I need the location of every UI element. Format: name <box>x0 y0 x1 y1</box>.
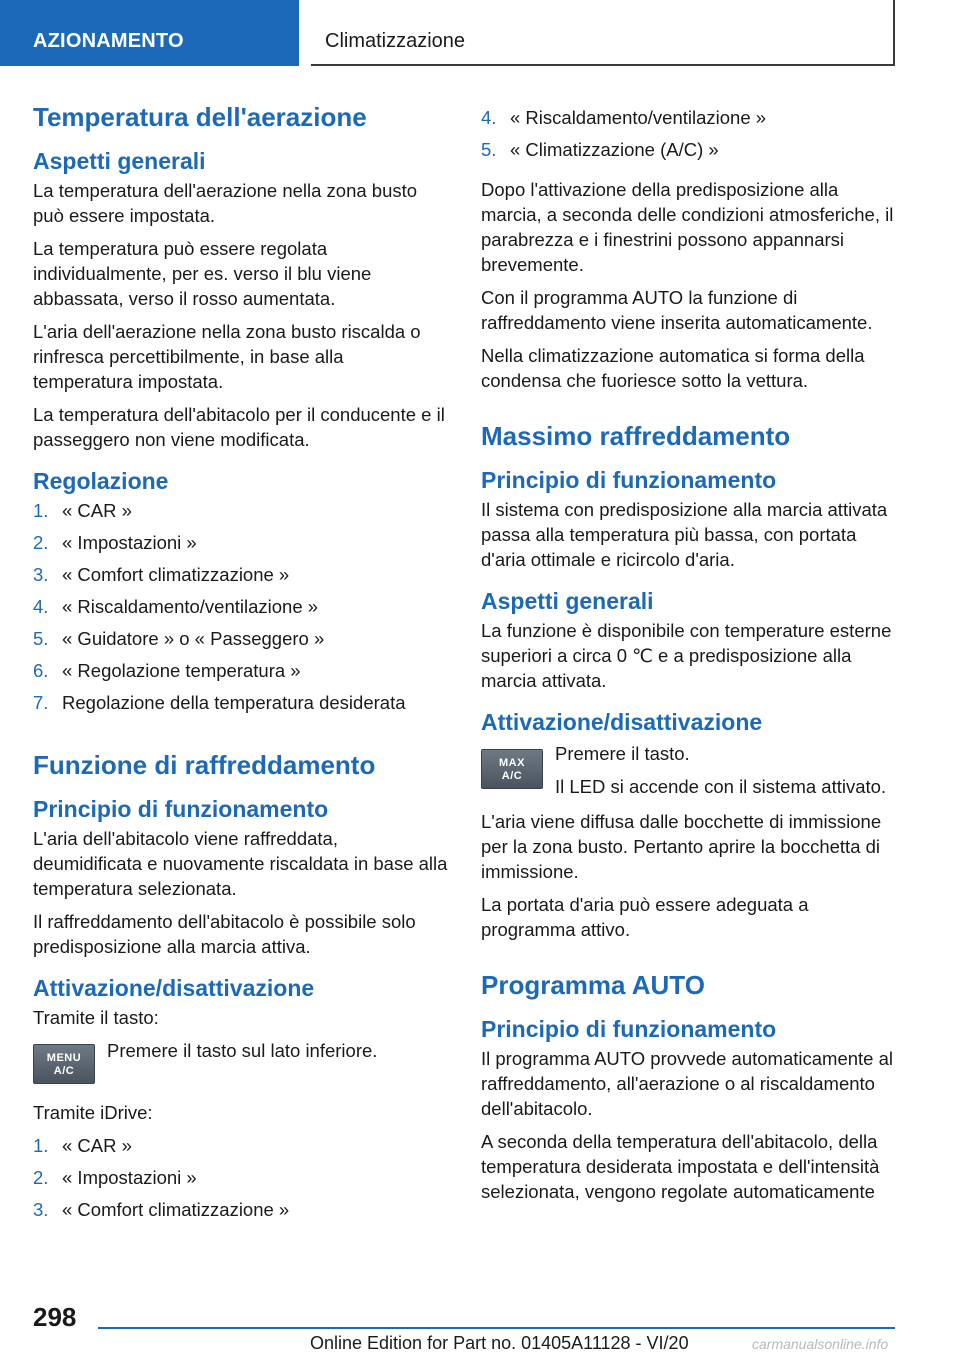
heading-massimo-raffreddamento: Massimo raffreddamento <box>481 421 791 451</box>
subheading-attivazione: Attivazione/disattivazione <box>33 975 315 1001</box>
paragraph: Tramite iDrive: <box>33 1102 153 1123</box>
step-text: « Comfort climatizzazione » <box>62 1199 290 1220</box>
step-number: 3. <box>33 564 49 585</box>
list-item <box>33 658 448 690</box>
button-instruction <box>33 1038 448 1090</box>
button-instruction-text: Premere il tasto sul lato inferiore. <box>107 1040 378 1061</box>
steps-list-idrive <box>33 1133 448 1229</box>
step-text: « Impostazioni » <box>62 532 197 553</box>
subheading-attivazione: Attivazione/disattivazione <box>481 709 763 735</box>
list-item <box>33 1197 448 1229</box>
subheading-regolazione: Regolazione <box>33 468 169 494</box>
step-text: « Riscaldamento/ventilazione » <box>510 107 767 128</box>
right-column <box>481 103 897 1212</box>
list-item <box>33 690 448 722</box>
heading-funzione-raffreddamento: Funzione di raffreddamento <box>33 750 376 780</box>
subheading-principio: Principio di funzionamento <box>33 796 329 822</box>
paragraph: Il programma AUTO provvede automaticamente al raffreddamento, all'aerazione o al riscaldamento dell'abitacolo. <box>481 1048 893 1119</box>
step-number: 2. <box>33 1167 49 1188</box>
list-item <box>33 1165 448 1197</box>
footer-divider <box>98 1327 895 1329</box>
subheading-aspetti-generali: Aspetti generali <box>481 588 654 614</box>
steps-list-continued <box>481 105 897 169</box>
step-text: « Riscaldamento/ventilazione » <box>62 596 319 617</box>
page-header <box>0 0 960 66</box>
list-item <box>481 137 897 169</box>
step-text: Regolazione della temperatura desiderata <box>62 692 406 713</box>
paragraph: L'aria dell'abitacolo viene raffreddata, deumidificata e nuovamente riscaldata in base alla temperatura selezionata. <box>33 828 448 899</box>
paragraph: La temperatura dell'abitacolo per il conducente e il passeggero non viene modificata. <box>33 404 445 450</box>
max-ac-button-icon <box>481 749 543 789</box>
chapter-title: Climatizzazione <box>325 30 466 52</box>
paragraph: Con il programma AUTO la funzione di raffreddamento viene inserita automaticamente. <box>481 287 873 333</box>
button-label-line1: MENU <box>46 1052 82 1064</box>
paragraph: La funzione è disponibile con temperature esterne superiori a circa 0 ℃ e a predisposizione alla marcia attivata. <box>481 620 892 691</box>
button-label-line2: A/C <box>53 1065 75 1077</box>
step-text: « CAR » <box>62 1135 132 1156</box>
list-item <box>33 498 448 530</box>
step-text: « Regolazione temperatura » <box>62 660 301 681</box>
footer-edition: Online Edition for Part no. 01405A11128 - VI/20 <box>310 1333 689 1353</box>
list-item <box>33 1133 448 1165</box>
button-label-line1: MAX <box>499 757 525 769</box>
paragraph: La temperatura dell'aerazione nella zona busto può essere impostata. <box>33 180 418 226</box>
page-number: 298 <box>33 1302 77 1332</box>
paragraph: La portata d'aria può essere adeguata a programma attivo. <box>481 894 809 940</box>
paragraph: Premere il tasto. <box>555 743 690 764</box>
paragraph: Il sistema con predisposizione alla marcia attivata passa alla temperatura più bassa, con portata d'aria ottimale e ricircolo d'aria. <box>481 499 888 570</box>
step-number: 1. <box>33 500 49 521</box>
chapter-tab <box>311 0 895 66</box>
paragraph: L'aria dell'aerazione nella zona busto riscalda o rinfresca percettibilmente, in base alla temperatura impostata. <box>33 321 421 392</box>
steps-list-regolazione <box>33 498 448 722</box>
paragraph: Dopo l'attivazione della predisposizione alla marcia, a seconda delle condizioni atmosferiche, il parabrezza e i finestrini possono appannarsi brevemente. <box>481 179 894 275</box>
heading-temperatura-aerazione: Temperatura dell'aerazione <box>33 102 367 132</box>
paragraph: A seconda della temperatura dell'abitacolo, della temperatura desiderata impostata e dell'intensità selezionata, vengono regolate automaticamente <box>481 1131 880 1202</box>
subheading-principio: Principio di funzionamento <box>481 1016 777 1042</box>
menu-ac-button-icon <box>33 1044 95 1084</box>
step-number: 2. <box>33 532 49 553</box>
button-instruction-text <box>555 741 897 799</box>
paragraph: Il raffreddamento dell'abitacolo è possibile solo predisposizione alla marcia attiva. <box>33 911 416 957</box>
step-text: « Comfort climatizzazione » <box>62 564 290 585</box>
paragraph: L'aria viene diffusa dalle bocchette di immissione per la zona busto. Pertanto aprire la bocchetta di immissione. <box>481 811 882 882</box>
paragraph: La temperatura può essere regolata individualmente, per es. verso il blu viene abbassata, verso il rosso aumentata. <box>33 238 372 309</box>
step-number: 3. <box>33 1199 49 1220</box>
paragraph: Il LED si accende con il sistema attivato. <box>555 776 887 797</box>
step-number: 4. <box>33 596 49 617</box>
subheading-principio: Principio di funzionamento <box>481 467 777 493</box>
step-number: 5. <box>481 139 497 160</box>
list-item <box>33 530 448 562</box>
heading-programma-auto: Programma AUTO <box>481 970 705 1000</box>
list-item <box>33 594 448 626</box>
section-title: AZIONAMENTO <box>33 30 184 52</box>
step-text: « Guidatore » o « Passeggero » <box>62 628 325 649</box>
step-number: 5. <box>33 628 49 649</box>
step-text: « Impostazioni » <box>62 1167 197 1188</box>
step-text: « CAR » <box>62 500 132 521</box>
subheading-aspetti-generali: Aspetti generali <box>33 148 206 174</box>
step-number: 1. <box>33 1135 49 1156</box>
list-item <box>33 626 448 658</box>
step-number: 6. <box>33 660 49 681</box>
section-tab <box>0 0 299 66</box>
step-number: 7. <box>33 692 49 713</box>
watermark: carmanualsonline.info <box>752 1336 889 1352</box>
step-number: 4. <box>481 107 497 128</box>
list-item <box>481 105 897 137</box>
button-label-line2: A/C <box>501 770 523 782</box>
button-instruction <box>481 741 897 799</box>
left-column <box>33 100 448 1237</box>
step-text: « Climatizzazione (A/C) » <box>510 139 719 160</box>
paragraph: Tramite il tasto: <box>33 1007 159 1028</box>
list-item <box>33 562 448 594</box>
paragraph: Nella climatizzazione automatica si forma della condensa che fuoriesce sotto la vettura. <box>481 345 865 391</box>
